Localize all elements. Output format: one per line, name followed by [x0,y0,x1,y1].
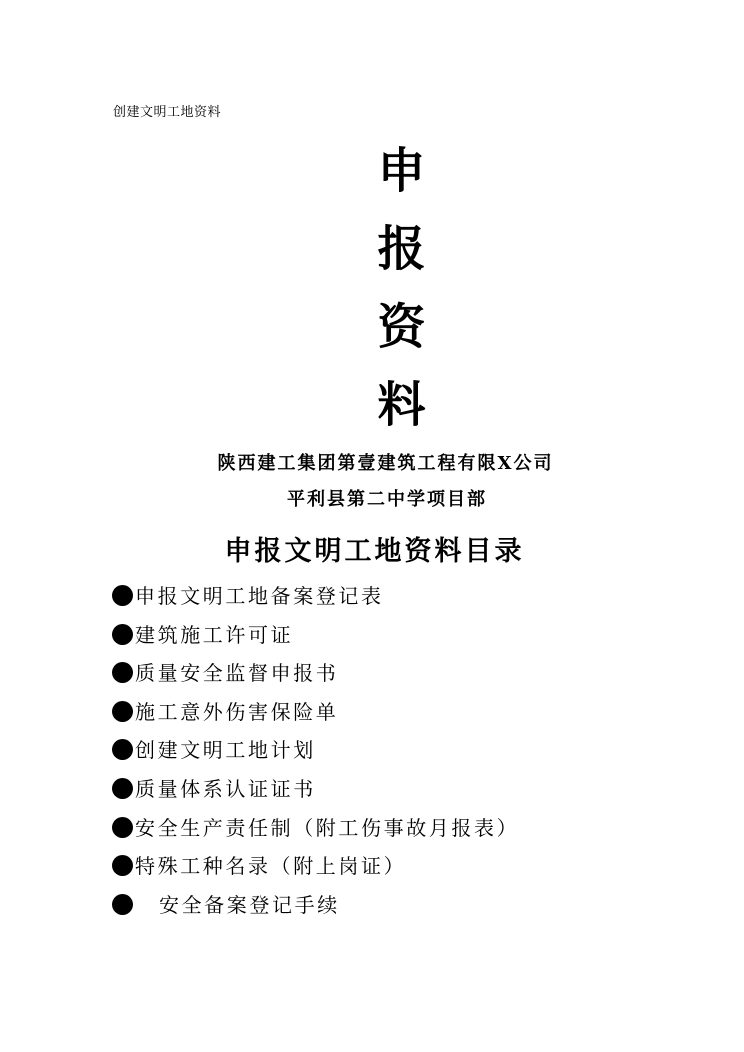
toc-item [112,658,519,697]
toc-title: 申报文明工地资料目录 [224,536,525,567]
toc-item-label: 申报文明工地备案登记表 [135,584,384,608]
toc-item-label: 安全备案登记手续 [159,892,340,917]
bullet-icon [112,894,133,915]
toc-item [112,774,519,813]
bullet-icon [112,662,133,683]
toc-list [112,581,519,928]
cover-title [0,132,744,444]
toc-item [112,813,519,852]
bullet-icon [112,817,133,838]
cover-title-char: 申 [377,143,426,199]
toc-item-label: 安全生产责任制（附工伤事故月报表） [135,815,520,840]
cover-title-char: 报 [377,221,426,277]
bullet-icon [112,855,133,876]
bullet-icon [112,585,133,606]
toc-item [112,581,519,620]
toc-item [112,851,519,890]
toc-item [112,620,519,659]
bullet-icon [112,701,133,722]
cover-title-char: 料 [377,377,426,433]
project-name: 平利县第二中学项目部 [287,489,487,510]
company-name: 陕西建工集团第壹建筑工程有限X公司 [217,453,554,474]
bullet-icon [112,778,133,799]
toc-item-label: 质量体系认证证书 [135,776,316,801]
toc-item-label: 建筑施工许可证 [135,622,294,647]
bullet-icon [112,624,133,645]
toc-item-label: 创建文明工地计划 [135,738,316,763]
toc-item-label: 质量安全监督申报书 [135,661,339,686]
toc-item-label: 特殊工种名录（附上岗证） [135,854,407,879]
toc-item [112,697,519,736]
bullet-icon [112,739,133,760]
header-note: 创建文明工地资料 [113,105,222,120]
toc-item [112,890,519,929]
cover-title-char: 资 [377,299,426,355]
toc-item-label: 施工意外伤害保险单 [135,699,339,724]
toc-item [112,735,519,774]
